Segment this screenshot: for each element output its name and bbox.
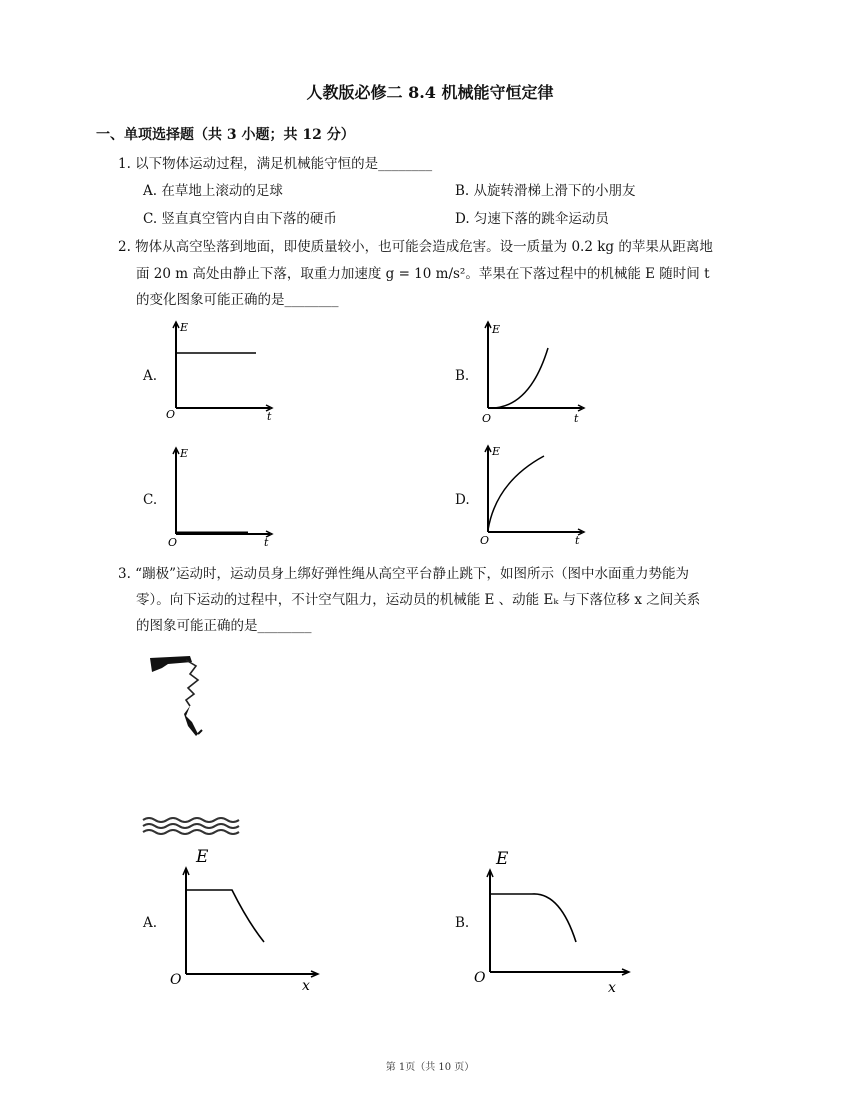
q3-graph-b xyxy=(472,842,637,994)
q2-option-d-label[interactable]: D. xyxy=(455,492,470,508)
q3-graph-a xyxy=(166,842,326,994)
axis-e-label: E xyxy=(492,323,501,336)
q2-graph-c xyxy=(162,442,282,546)
axis-x-label: x xyxy=(608,980,616,994)
page-footer: 第 1页（共 10 页） xyxy=(385,1062,475,1073)
q2-option-a-label[interactable]: A. xyxy=(143,368,158,384)
axis-origin-label: O xyxy=(168,536,178,546)
axis-e-label: E xyxy=(196,847,209,867)
q1-stem: 1. 以下物体运动过程，满足机械能守恒的是________ xyxy=(118,156,433,172)
q2-graph-d xyxy=(474,442,594,546)
axis-e-label: E xyxy=(496,849,509,869)
q2-stem-line1: 2. 物体从高空坠落到地面，即使质量较小，也可能会造成危害。设一质量为 0.2 kg 的苹果从距离地 xyxy=(118,239,713,255)
q2-stem-line3: 的变化图象可能正确的是________ xyxy=(136,292,339,308)
axis-t-label: t xyxy=(574,412,579,422)
axis-origin-label: O xyxy=(170,972,182,988)
q1-option-d[interactable]: D. 匀速下落的跳伞运动员 xyxy=(455,211,609,227)
axis-t-label: t xyxy=(267,410,272,422)
section-heading: 一、单项选择题（共 3 小题；共 12 分） xyxy=(96,127,355,143)
q2-stem-line2: 面 20 m 高处由静止下落，取重力加速度 g = 10 m/s²。苹果在下落过程中的机械能 E 随时间 t xyxy=(136,266,710,282)
q1-option-c[interactable]: C. 竖直真空管内自由下落的硬币 xyxy=(143,211,337,227)
axis-origin-label: O xyxy=(474,970,486,986)
page-title: 人教版必修二 8.4 机械能守恒定律 xyxy=(306,83,554,102)
q2-graph-a xyxy=(162,318,282,422)
axis-e-label: E xyxy=(180,447,189,460)
q3-stem-line1: 3. “蹦极”运动时，运动员身上绑好弹性绳从高空平台静止跳下，如图所示（图中水面重力势能为 xyxy=(118,566,689,582)
q3-option-b-label[interactable]: B. xyxy=(455,915,470,931)
q1-option-b[interactable]: B. 从旋转滑梯上滑下的小朋友 xyxy=(455,183,636,199)
q2-option-b-label[interactable]: B. xyxy=(455,368,470,384)
axis-e-label: E xyxy=(492,445,501,458)
axis-x-label: x xyxy=(302,978,310,994)
axis-t-label: t xyxy=(575,534,580,546)
axis-origin-label: O xyxy=(482,412,492,422)
q3-option-a-label[interactable]: A. xyxy=(143,915,158,931)
axis-e-label: E xyxy=(180,321,189,334)
q2-graph-b xyxy=(474,318,594,422)
q2-option-c-label[interactable]: C. xyxy=(143,492,158,508)
q1-option-a[interactable]: A. 在草地上滚动的足球 xyxy=(143,183,283,199)
axis-t-label: t xyxy=(264,536,269,546)
q3-stem-line2: 零）。向下运动的过程中，不计空气阻力，运动员的机械能 E 、动能 Eₖ 与下落位移 x 之间关系 xyxy=(136,592,701,608)
bungee-illustration xyxy=(140,650,260,840)
axis-origin-label: O xyxy=(166,408,176,421)
axis-origin-label: O xyxy=(480,534,490,546)
q3-stem-line3: 的图象可能正确的是________ xyxy=(136,618,312,634)
